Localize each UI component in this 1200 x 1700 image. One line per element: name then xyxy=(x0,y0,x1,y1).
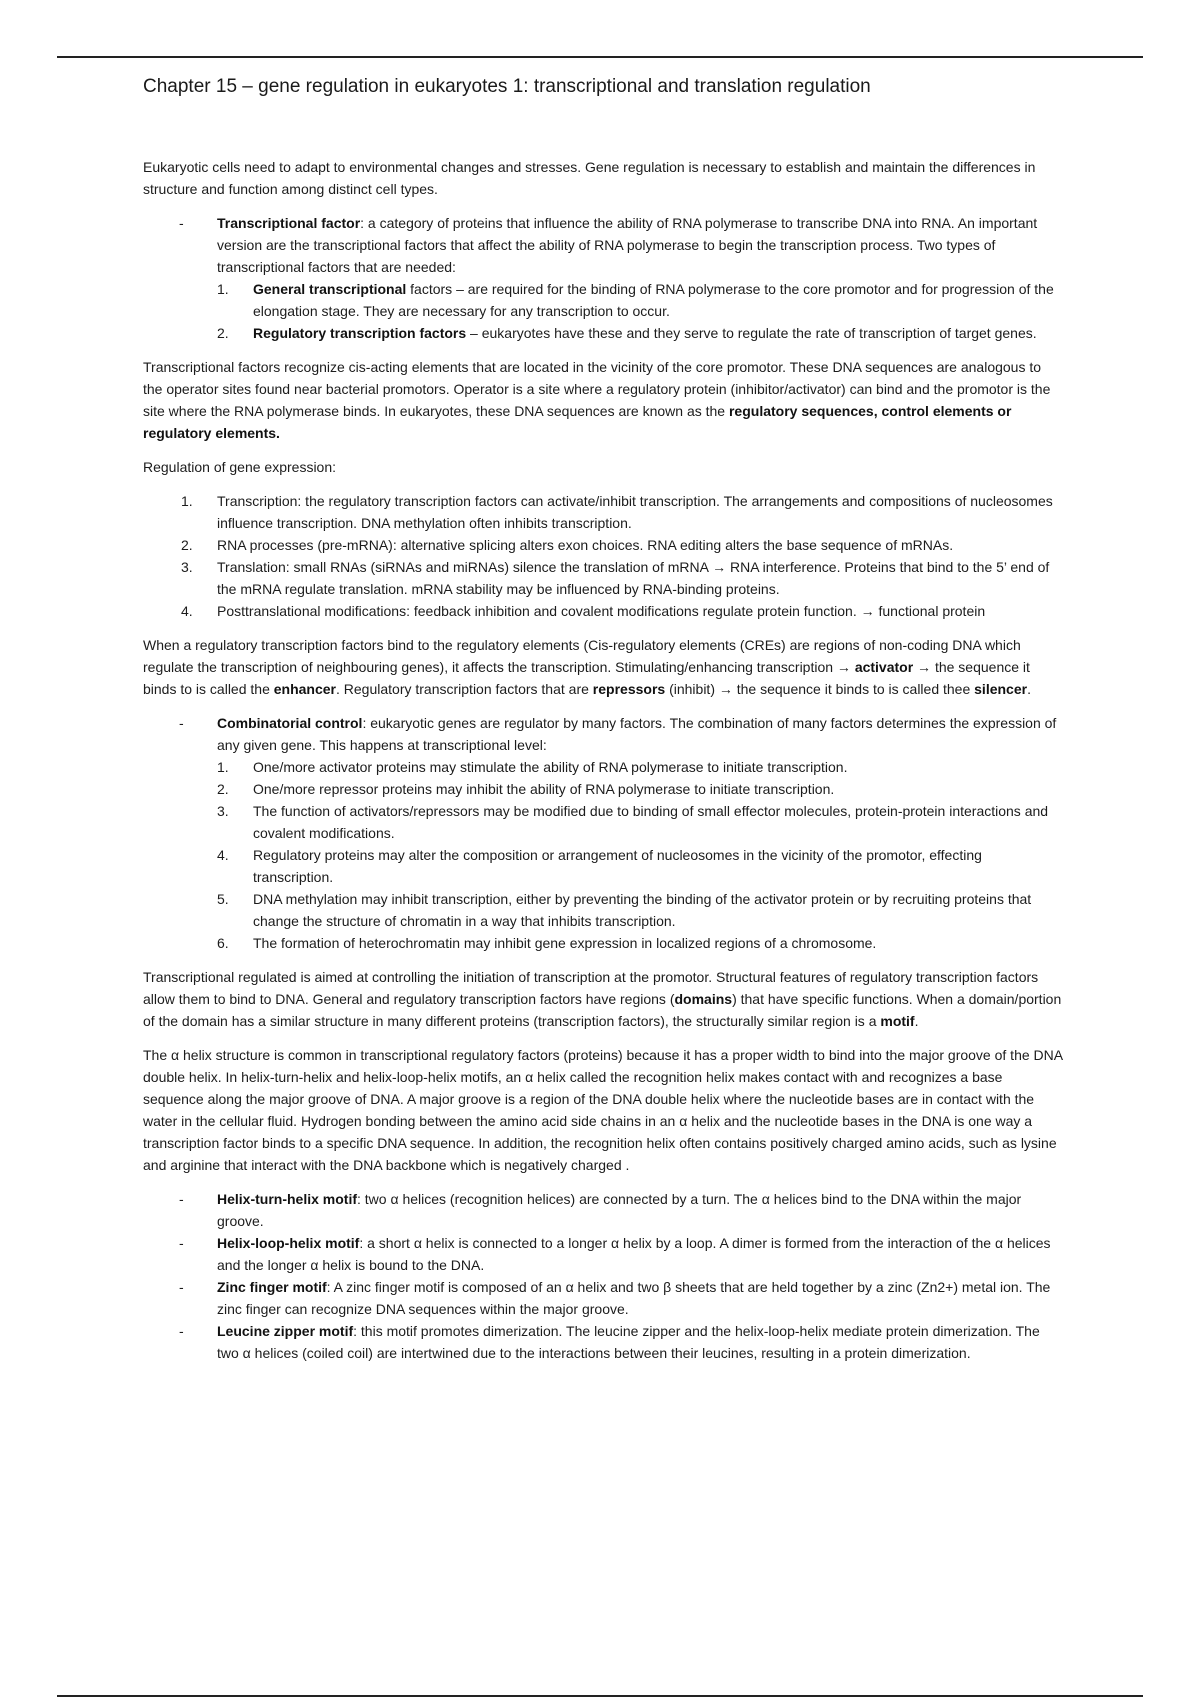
item-number: 4. xyxy=(181,603,193,619)
motif-list xyxy=(143,1188,1063,1364)
list-item xyxy=(143,712,1063,954)
list-item xyxy=(143,534,1063,556)
term: Zinc finger motif xyxy=(217,1279,327,1295)
item-text: : this motif promotes dimerization. The leucine zipper and the helix-loop-helix mediate protein dimerization. The two α helices (coiled coil) are intertwined due to the interactions between their leucines, resulting in a protein dimerization. xyxy=(217,1323,1040,1361)
item-number: 2. xyxy=(217,781,229,797)
intro-paragraph: Eukaryotic cells need to adapt to environmental changes and stresses. Gene regulation is necessary to establish and maintain the differences in structure and function among distinct cell types. xyxy=(143,159,1036,197)
item-number: 1. xyxy=(217,281,229,297)
item-number: 3. xyxy=(181,559,193,575)
definition-text: : a category of proteins that influence the ability of RNA polymerase to transcribe DNA into RNA. An important version are the transcriptional factors that affect the ability of RNA polymerase to begin the transcription process. Two types of transcriptional factors that are needed: xyxy=(217,215,1038,275)
cis-paragraph: Transcriptional factors recognize cis-acting elements that are located in the vicinity of the core promotor. These DNA sequences are analogous to the operator sites found near bacterial promotors. Operator is a site where a regulatory protein (inhibitor/activator) can bind and the promotor is the site where the RNA polymerase binds. In eukaryotes, these DNA sequences are known as the regulatory sequences, control elements or regulatory elements. xyxy=(143,359,1051,441)
list-item xyxy=(217,932,1063,954)
page-title: Chapter 15 – gene regulation in eukaryotes 1: transcriptional and translation regulation xyxy=(143,76,871,97)
tf-types-list xyxy=(217,278,1063,344)
item-number: 3. xyxy=(217,803,229,819)
item-text: Transcription: the regulatory transcription factors can activate/inhibit transcription. The arrangements and compositions of nucleosomes influence transcription. DNA methylation often inhibits transcription. xyxy=(217,493,1053,531)
domain-paragraph: Transcriptional regulated is aimed at controlling the initiation of transcription at the promotor. Structural features of regulatory transcription factors allow them to bind to DNA. General and regulatory transcription factors have regions (domains) that have specific functions. When a domain/portion of the domain has a similar structure in many different proteins (transcription factors), the structurally similar region is a motif. xyxy=(143,969,1062,1029)
term: Helix-turn-helix motif xyxy=(217,1191,358,1207)
list-item xyxy=(143,600,1063,622)
dash-bullet: - xyxy=(179,215,184,231)
item-number: 2. xyxy=(217,325,229,341)
item-number: 4. xyxy=(217,847,229,863)
term: Transcriptional factor xyxy=(217,215,361,231)
item-text: DNA methylation may inhibit transcription, either by preventing the binding of the activator protein or by recruiting proteins that change the structure of chromatin in a way that inhibits transcription. xyxy=(253,891,1032,929)
term: General transcriptional xyxy=(253,281,407,297)
dash-bullet: - xyxy=(179,715,184,731)
helix-paragraph: The α helix structure is common in transcriptional regulatory factors (proteins) because it has a proper width to bind into the major groove of the DNA double helix. In helix-turn-helix and helix-loop-helix motifs, an α helix called the recognition helix makes contact with and recognizes a base sequence along the major groove of DNA. A major groove is a region of the DNA double helix where the nucleotide bases are in contact with the water in the cellular fluid. Hydrogen bonding between the amino acid side chains in an α helix and the nucleotide bases in the DNA is one way a transcription factor binds to a specific DNA sequence. In addition, the recognition helix often contains positively charged amino acids, such as lysine and arginine that interact with the DNA backbone which is negatively charged . xyxy=(143,1047,1063,1173)
term: Leucine zipper motif xyxy=(217,1323,354,1339)
list-item xyxy=(143,1232,1063,1276)
tf-definition-list xyxy=(143,212,1063,344)
dash-bullet: - xyxy=(179,1323,184,1339)
document-page xyxy=(143,72,1063,1376)
item-text: The function of activators/repressors may be modified due to binding of small effector molecules, protein-protein interactions and covalent modifications. xyxy=(253,803,1049,841)
combinatorial-control-list xyxy=(143,712,1063,954)
combinatorial-items xyxy=(217,756,1063,954)
list-item xyxy=(217,278,1063,322)
header-rule xyxy=(57,56,1143,58)
list-item xyxy=(143,1188,1063,1232)
list-item xyxy=(217,322,1063,344)
item-text: : a short α helix is connected to a longer α helix by a loop. A dimer is formed from the interaction of the α helices and the longer α helix is bound to the DNA. xyxy=(217,1235,1051,1273)
dash-bullet: - xyxy=(179,1235,184,1251)
term: Regulatory transcription factors xyxy=(253,325,467,341)
item-text: – eukaryotes have these and they serve to regulate the rate of transcription of target genes. xyxy=(466,325,1037,341)
list-item xyxy=(143,1320,1063,1364)
list-item xyxy=(143,1276,1063,1320)
item-number: 2. xyxy=(181,537,193,553)
term: Combinatorial control xyxy=(217,715,363,731)
dash-bullet: - xyxy=(179,1191,184,1207)
item-text: Posttranslational modifications: feedback inhibition and covalent modifications regulate protein function. → functional protein xyxy=(217,603,986,619)
item-text: : A zinc finger motif is composed of an α helix and two β sheets that are held together by a zinc (Zn2+) metal ion. The zinc finger can recognize DNA sequences within the major groove. xyxy=(217,1279,1051,1317)
list-item xyxy=(217,844,1063,888)
item-text: RNA processes (pre-mRNA): alternative splicing alters exon choices. RNA editing alters the base sequence of mRNAs. xyxy=(217,537,954,553)
item-text: The formation of heterochromatin may inhibit gene expression in localized regions of a chromosome. xyxy=(253,935,877,951)
regulation-heading: Regulation of gene expression: xyxy=(143,459,337,475)
list-item xyxy=(143,212,1063,344)
item-number: 1. xyxy=(181,493,193,509)
dash-bullet: - xyxy=(179,1279,184,1295)
item-text: One/more activator proteins may stimulate the ability of RNA polymerase to initiate transcription. xyxy=(253,759,848,775)
term: Helix-loop-helix motif xyxy=(217,1235,360,1251)
regulation-list xyxy=(143,490,1063,622)
list-item xyxy=(217,888,1063,932)
list-item xyxy=(143,556,1063,600)
item-text: One/more repressor proteins may inhibit the ability of RNA polymerase to initiate transcription. xyxy=(253,781,835,797)
item-text: : two α helices (recognition helices) are connected by a turn. The α helices bind to the DNA within the major groove. xyxy=(217,1191,1022,1229)
item-text: factors – are required for the binding of RNA polymerase to the core promotor and for progression of the elongation stage. They are necessary for any transcription to occur. xyxy=(253,281,1054,319)
footer-rule xyxy=(57,1695,1143,1697)
list-item xyxy=(217,756,1063,778)
item-text: Translation: small RNAs (siRNAs and miRNAs) silence the translation of mRNA → RNA interference. Proteins that bind to the 5’ end of the mRNA regulate translation. mRNA stability may be influenced by RNA-binding proteins. xyxy=(217,559,1050,597)
definition-text: : eukaryotic genes are regulator by many factors. The combination of many factors determines the expression of any given gene. This happens at transcriptional level: xyxy=(217,715,1057,753)
list-item xyxy=(217,778,1063,800)
item-number: 1. xyxy=(217,759,229,775)
item-number: 5. xyxy=(217,891,229,907)
list-item xyxy=(143,490,1063,534)
item-number: 6. xyxy=(217,935,229,951)
list-item xyxy=(217,800,1063,844)
cre-paragraph: When a regulatory transcription factors bind to the regulatory elements (Cis-regulatory elements (CREs) are regions of non-coding DNA which regulate the transcription of neighbouring genes), it affects the transcription. Stimulating/enhancing transcription → activator → the sequence it binds to is called the enhancer. Regulatory transcription factors that are repressors (inhibit) → the sequence it binds to is called thee silencer. xyxy=(143,637,1031,697)
item-text: Regulatory proteins may alter the composition or arrangement of nucleosomes in the vicinity of the promotor, effecting transcription. xyxy=(253,847,982,885)
